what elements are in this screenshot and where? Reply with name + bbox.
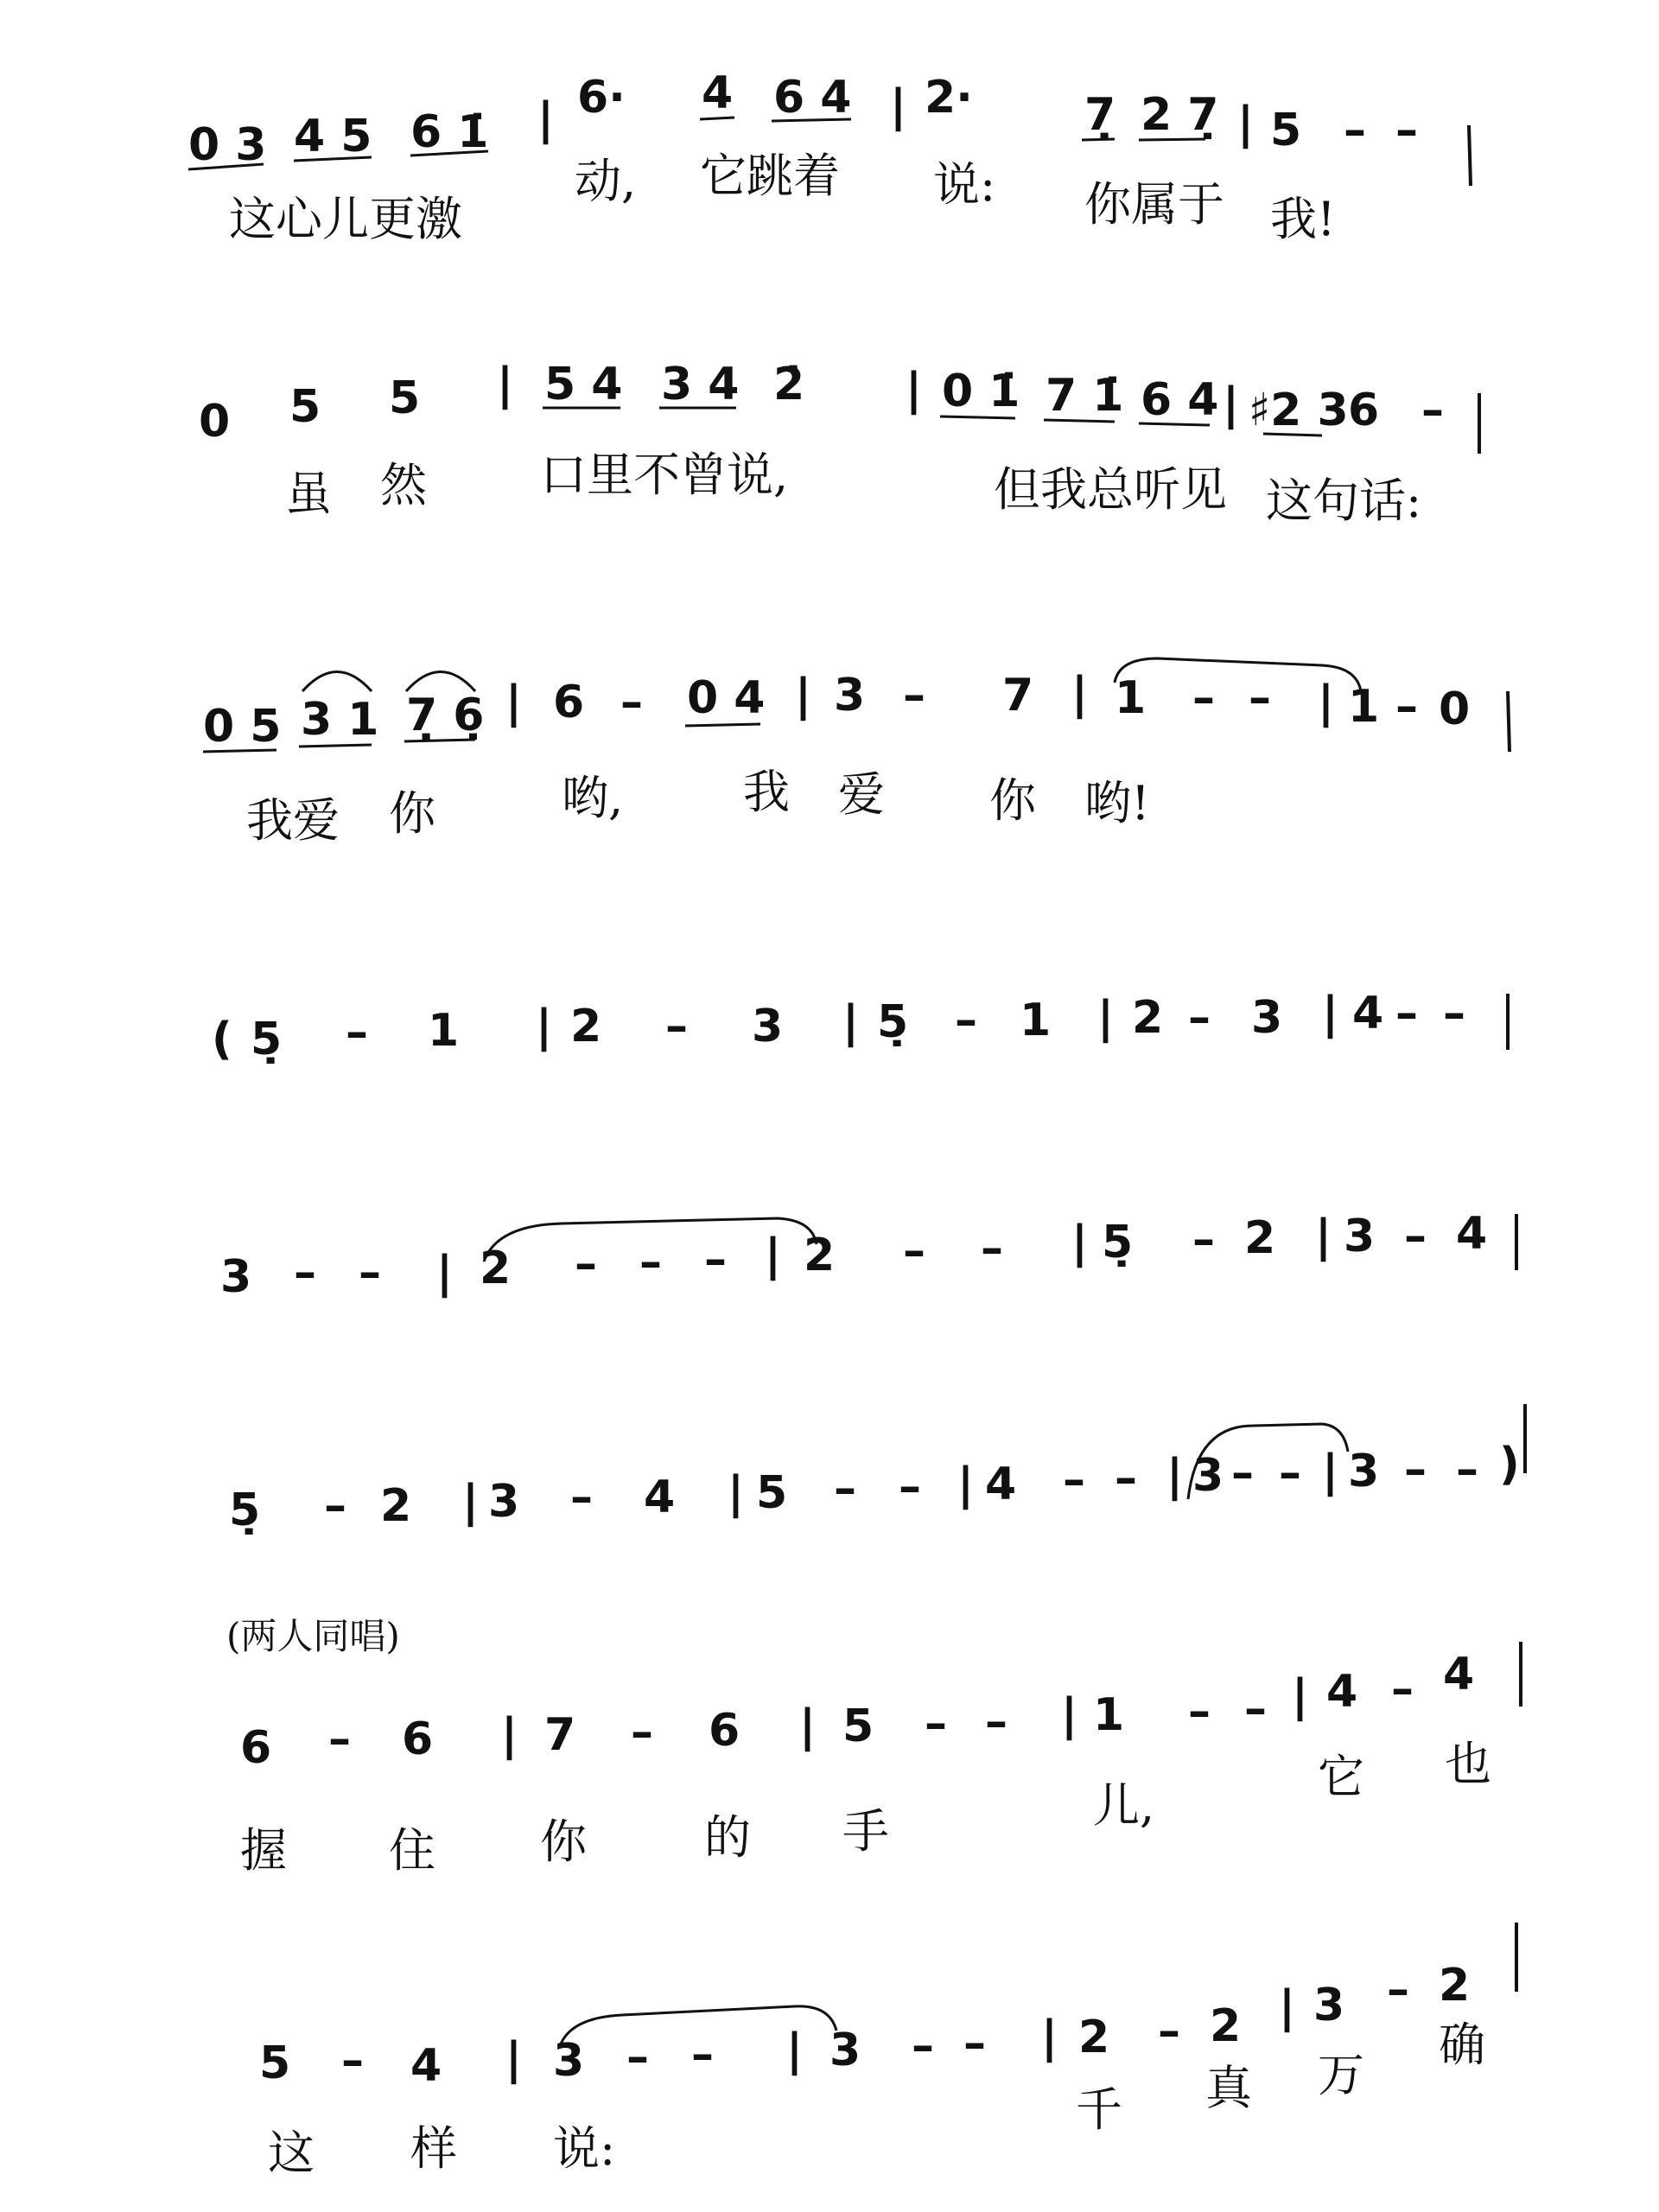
- note-group: 0: [1439, 683, 1471, 735]
- bar-line: |: [1318, 677, 1334, 728]
- bar-line: |: [890, 80, 906, 132]
- note-group: 3: [553, 2035, 585, 2087]
- score-system-2: [199, 359, 1479, 528]
- note-group: 3: [834, 670, 866, 721]
- note-group: –: [324, 1480, 346, 1532]
- note-group: 3: [1313, 1980, 1345, 2031]
- note-group: 3: [1344, 1211, 1376, 1262]
- note-group: 6: [402, 1713, 434, 1765]
- note-group: –: [1344, 105, 1366, 156]
- note-group: 3 1: [301, 694, 379, 746]
- note-group: 6 4: [773, 72, 852, 124]
- note-group: 2·: [925, 72, 973, 124]
- note-group: 4: [410, 2040, 442, 2092]
- note-group: 3: [488, 1476, 520, 1528]
- lyric-text: 手: [842, 1804, 889, 1859]
- score-system-1: [188, 67, 1471, 246]
- note-group: 0 4: [687, 672, 766, 724]
- note-group: –: [1158, 2005, 1180, 2057]
- note-group: 4 5: [294, 111, 372, 162]
- note-group: –: [899, 1461, 921, 1513]
- note-group: –: [626, 2031, 649, 2083]
- note-group: 1: [428, 1005, 460, 1057]
- note-group: –: [1063, 1454, 1085, 1506]
- note-group: –: [631, 1707, 653, 1758]
- note-group: 4: [702, 67, 734, 119]
- bar-line: |: [536, 1001, 552, 1052]
- note-group: –: [955, 995, 977, 1046]
- note-group: –: [294, 1247, 316, 1299]
- bar-line: |: [1237, 98, 1254, 149]
- note-group: 6 1̇: [410, 106, 489, 158]
- note-group: –: [903, 670, 925, 721]
- lyric-text: 哟!: [1084, 776, 1150, 830]
- lyric-text: 我: [743, 765, 790, 819]
- note-group: –: [691, 2029, 714, 2081]
- note-group: –: [834, 1463, 856, 1515]
- note-group: 3: [220, 1251, 252, 1303]
- bar-line: |: [1322, 1446, 1338, 1497]
- note-group: 7̣ 6̣: [406, 690, 485, 741]
- note-group: 5 4: [544, 359, 623, 410]
- note-group: –: [328, 1713, 351, 1765]
- note-group: 0 3: [188, 119, 267, 171]
- bar-line: |: [1166, 1450, 1183, 1502]
- note-group: 6 4: [1141, 374, 1219, 426]
- note-group: 2: [1210, 2000, 1242, 2052]
- note-group: 2: [380, 1480, 412, 1532]
- score-system-4: [212, 988, 1508, 1065]
- note-group: 7 1̇: [1046, 370, 1124, 422]
- lyric-text: 说:: [553, 2121, 616, 2176]
- note-group: –: [1115, 1452, 1137, 1504]
- note-group: 7: [1002, 670, 1034, 721]
- note-group: –: [1387, 1964, 1409, 2016]
- lyric-text: 但我总听见: [994, 462, 1227, 517]
- bar-line: |: [462, 1476, 479, 1528]
- note-group: 4: [1326, 1666, 1358, 1718]
- note-group: –: [570, 1471, 593, 1523]
- note-group: –: [1456, 1444, 1478, 1496]
- lyric-text: 样: [410, 2121, 457, 2176]
- note-group: –: [1249, 672, 1271, 724]
- lyric-text: 虽: [285, 467, 332, 521]
- bar-line: |: [505, 2033, 522, 2085]
- note-group: 5̣: [1102, 1217, 1134, 1268]
- note-group: ♯2 3: [1249, 385, 1349, 436]
- lyrics-row-1: [229, 149, 1336, 246]
- note-group: –: [1244, 1683, 1267, 1735]
- bar-line: |: [786, 2024, 803, 2076]
- note-group: 1: [1115, 672, 1147, 724]
- note-group: 5̣: [877, 996, 909, 1048]
- note-group: –: [1279, 1447, 1301, 1499]
- notes-row-4: [212, 988, 1465, 1065]
- lyric-text: 握: [240, 1823, 287, 1878]
- bar-line: |: [1322, 988, 1338, 1039]
- note-group: –: [1192, 1214, 1215, 1266]
- lyric-text: 千: [1076, 2082, 1122, 2137]
- bar-line: |: [795, 670, 811, 721]
- note-group: –: [359, 1247, 381, 1299]
- bar-line: |: [1071, 668, 1088, 720]
- note-group: –: [1192, 672, 1215, 724]
- lyric-text: 我!: [1270, 192, 1336, 246]
- note-group: –: [981, 1223, 1003, 1274]
- note-group: 2: [1244, 1212, 1276, 1264]
- note-group: 5: [842, 1700, 874, 1752]
- note-group: 3: [752, 1001, 784, 1052]
- lyrics-row-2: [285, 448, 1421, 528]
- bar-line: |: [842, 996, 859, 1048]
- note-group: 0: [199, 396, 231, 448]
- bar-line: |: [537, 93, 554, 145]
- note-group: –: [346, 1007, 368, 1058]
- note-group: 2̇: [773, 359, 805, 410]
- score-system-7: [240, 1642, 1521, 1878]
- notes-row-6: [229, 1439, 1520, 1536]
- bar-line: |: [728, 1467, 744, 1519]
- note-group: –: [1188, 1686, 1211, 1738]
- bar-line: |: [765, 1230, 781, 1281]
- note-group: 4: [644, 1471, 676, 1523]
- lyric-text: 万: [1318, 2048, 1364, 2102]
- bar-line: |: [957, 1459, 974, 1510]
- note-group: 2: [1078, 2012, 1110, 2063]
- bar-line: |: [1061, 1689, 1077, 1741]
- note-group: –: [1395, 105, 1418, 156]
- note-group: 4: [1352, 988, 1384, 1039]
- note-group: –: [1404, 1444, 1427, 1496]
- bar-line: |: [1292, 1670, 1308, 1722]
- note-group: –: [903, 1225, 925, 1277]
- bar-line: [1508, 691, 1510, 752]
- note-group: –: [1443, 988, 1465, 1039]
- note-group: 5: [1270, 105, 1302, 156]
- note-group: –: [1395, 681, 1418, 733]
- note-group: –: [341, 2035, 364, 2087]
- note-group: 1: [1093, 1689, 1125, 1741]
- note-group: 7̣: [1084, 89, 1116, 141]
- note-group: –: [575, 1238, 597, 1290]
- lyric-text: 的: [704, 1810, 751, 1865]
- note-group: –: [985, 1696, 1007, 1748]
- bar-line: |: [436, 1247, 453, 1299]
- bar-line: [1469, 125, 1471, 186]
- note-group: 3: [830, 2024, 861, 2076]
- lyric-text: 儿,: [1093, 1778, 1155, 1833]
- notes-row-3: [203, 668, 1470, 753]
- note-group: –: [704, 1234, 727, 1286]
- lyric-text: 说:: [933, 157, 996, 212]
- bar-line: |: [1041, 2012, 1058, 2063]
- note-group: 5: [259, 2037, 291, 2089]
- bar-line: |: [505, 677, 522, 728]
- note-group: 4: [1443, 1649, 1475, 1700]
- bar-line: |: [501, 1709, 518, 1761]
- note-group: 2 7̣: [1141, 89, 1219, 141]
- lyric-text: 口里不曾说,: [540, 448, 789, 502]
- note-group: –: [925, 1698, 947, 1750]
- note-group: –: [1231, 1447, 1254, 1499]
- bar-line: |: [1097, 992, 1114, 1044]
- note-group: 6: [240, 1722, 272, 1774]
- note-group: –: [912, 2020, 934, 2072]
- note-group: –: [1391, 1663, 1414, 1715]
- note-group: 7: [544, 1709, 576, 1761]
- bar-line: |: [497, 359, 513, 410]
- note-group: 2: [804, 1230, 836, 1281]
- note-group: 0 1̇: [942, 365, 1020, 417]
- score-system-6: [229, 1404, 1525, 1536]
- note-group: 1: [1348, 681, 1380, 733]
- note-group: 5: [756, 1467, 788, 1519]
- note-group: 6: [1348, 385, 1380, 436]
- bar-line: |: [906, 364, 922, 416]
- note-group: 0 5: [203, 701, 282, 753]
- note-group: 4: [1456, 1208, 1488, 1260]
- note-group: 2: [1439, 1960, 1471, 2012]
- notes-row-7: [240, 1649, 1474, 1774]
- note-group: 3: [1192, 1450, 1224, 1502]
- note-group: –: [620, 677, 643, 728]
- note-group: –: [1188, 992, 1211, 1044]
- lyric-text: 你属于: [1084, 177, 1224, 232]
- lyric-text: 这: [268, 2126, 315, 2180]
- lyric-text: 真: [1205, 2061, 1252, 2115]
- note-group: 3 4: [661, 359, 740, 410]
- lyric-text: 确: [1439, 2018, 1485, 2072]
- note-group: 6: [553, 677, 585, 728]
- note-group: 6·: [577, 72, 626, 124]
- notes-row-8: [259, 1960, 1470, 2092]
- note-group: 1: [1020, 995, 1052, 1046]
- note-group: ): [1499, 1439, 1520, 1491]
- score-system-3: [203, 658, 1510, 848]
- bar-line: |: [1223, 378, 1239, 430]
- notes-row-5: [220, 1208, 1487, 1303]
- note-group: –: [665, 1001, 688, 1052]
- note-group: 5: [289, 381, 321, 433]
- notes-row-2: [199, 359, 1444, 448]
- note-group: 3: [1348, 1446, 1380, 1497]
- lyrics-row-3: [246, 765, 1150, 848]
- note-group: 5̣: [229, 1484, 261, 1536]
- note-group: 4: [985, 1459, 1017, 1510]
- lyric-text: 你: [540, 1815, 587, 1869]
- lyric-text: 你: [389, 786, 435, 841]
- bar-line: |: [1071, 1217, 1088, 1268]
- note-group: 6: [709, 1705, 741, 1757]
- score-system-8: [259, 1923, 1516, 2180]
- lyric-text: 也: [1445, 1737, 1491, 1791]
- bar-line: |: [1315, 1211, 1332, 1262]
- lyric-text: 我爱: [246, 793, 340, 848]
- lyrics-row-8: [268, 2018, 1485, 2180]
- note-group: –: [1404, 1211, 1427, 1262]
- note-group: –: [1395, 988, 1418, 1039]
- note-group: 3: [1251, 992, 1283, 1044]
- bar-line: |: [1279, 1981, 1295, 2033]
- note-group: 5: [389, 372, 421, 424]
- note-group: 5̣: [251, 1014, 283, 1065]
- note-group: –: [639, 1236, 662, 1288]
- lyric-text: 住: [389, 1823, 435, 1878]
- note-group: –: [1421, 385, 1444, 436]
- note-group: –: [963, 2018, 986, 2069]
- note-group: 2: [480, 1243, 512, 1294]
- lyric-text: 它: [1318, 1750, 1364, 1804]
- performance-direction: (两人同唱): [226, 1615, 400, 1657]
- lyric-text: 它跳着: [700, 149, 840, 203]
- score-system-5: [220, 1208, 1516, 1303]
- note-group: 2: [570, 1001, 602, 1052]
- lyric-text: 动,: [575, 154, 637, 208]
- bar-line: |: [799, 1700, 816, 1752]
- lyric-text: 哟,: [562, 771, 624, 825]
- note-group: (: [212, 1014, 232, 1065]
- note-group: 2: [1132, 992, 1164, 1044]
- lyric-text: 然: [380, 458, 427, 512]
- lyric-text: 你: [989, 773, 1036, 828]
- lyric-text: 这心儿更激: [229, 192, 462, 246]
- lyric-text: 爱: [838, 767, 885, 822]
- lyric-text: 这句话:: [1266, 474, 1422, 528]
